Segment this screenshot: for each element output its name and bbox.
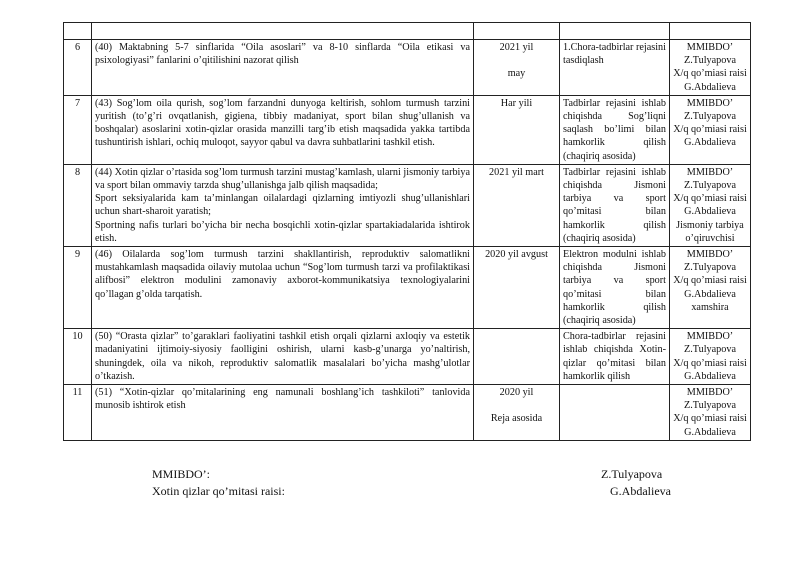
responsible-line: Z.Tulyapova	[684, 262, 736, 274]
responsible-line: MMIBDO’	[686, 97, 734, 109]
responsible-line: G.Abdalieva	[684, 206, 736, 218]
deadline-line: 2021 yil	[499, 42, 534, 53]
deadline	[474, 329, 560, 385]
row-number: 8	[64, 164, 92, 246]
responsible	[670, 40, 751, 96]
responsible-line: X/q qo’miasi raisi	[673, 275, 747, 287]
row-number: 6	[64, 40, 92, 96]
execution-form: Elektron modulni ishlab chiqishda Jismoni tarbiya va sport qo’mitasi bilan hamkorlik qilish (chaqiriq asosida)	[560, 247, 670, 329]
responsible	[670, 164, 751, 246]
table-row	[64, 164, 751, 246]
signature-name-director: Z.Tulyapova	[601, 467, 663, 481]
task-paragraph: Sport seksiyalarida kam ta’minlangan oilalardagi qizlarning imtiyozli shug’ullanishlari uchun shart-sharoit yaratish;	[95, 193, 470, 218]
execution-form: 1.Chora-tadbirlar rejasini tasdiqlash	[560, 40, 670, 96]
responsible-line: Z.Tulyapova	[684, 400, 736, 412]
deadline	[474, 95, 560, 164]
table-row	[64, 329, 751, 385]
responsible-line: Z.Tulyapova	[684, 55, 736, 67]
execution-form: Chora-tadbirlar rejasini ishlab chiqishda Xotin-qizlar qo’mitasi bilan hamkorlik qilish	[560, 329, 670, 385]
task-description	[92, 164, 474, 246]
task-description: (40) Maktabning 5-7 sinflarida “Oila asoslari” va 8-10 sinflarda “Oila etikasi va psixologiyasi” fanlarini o’qitilishini nazorat qilish	[92, 40, 474, 96]
row-number: 9	[64, 247, 92, 329]
deadline-line: may	[507, 68, 526, 80]
task-paragraph: (44) Xotin qizlar o’rtasida sog’lom turmush tarzini mustag’kamlash, ularni jismoniy tarbiya va sport bilan ommaviy tarzda shug’ullanishga jalb qilish maqsadida;	[95, 166, 470, 192]
deadline-line: 2020 yil avgust	[485, 249, 548, 261]
table-cell	[92, 23, 474, 40]
deadline	[474, 247, 560, 329]
row-number: 10	[64, 329, 92, 385]
table-row	[64, 95, 751, 164]
responsible-line: Jismoniy tarbiya	[676, 219, 744, 231]
execution-form: Tadbirlar rejasini ishlab chiqishda Jismoni tarbiya va sport qo’mitasi bilan hamkorlik qilish (chaqiriq asosida)	[560, 164, 670, 246]
responsible-line: o’qiruvchisi	[685, 232, 735, 244]
responsible-line: MMIBDO’	[686, 387, 734, 399]
signature-name-committee-chair: G.Abdalieva	[610, 484, 671, 498]
task-paragraph: Sportning nafis turlari bo’yicha bir necha bosqichli xotin-qizlar spartakiadalarida ishtirok etish.	[95, 219, 470, 244]
table-cell	[64, 23, 92, 40]
deadline	[474, 385, 560, 441]
table-row	[64, 247, 751, 329]
responsible-line: MMIBDO’	[686, 42, 734, 53]
responsible-line: G.Abdalieva	[684, 81, 736, 93]
deadline-line: 2020 yil	[499, 387, 534, 399]
responsible-line: G.Abdalieva	[684, 137, 736, 149]
row-number: 7	[64, 95, 92, 164]
deadline-line: Reja asosida	[490, 413, 543, 425]
responsible-line: X/q qo’miasi raisi	[673, 68, 747, 80]
table-row-top-continuation	[64, 23, 751, 40]
responsible-line: X/q qo’miasi raisi	[673, 193, 747, 205]
row-number: 11	[64, 385, 92, 441]
responsible-line: Z.Tulyapova	[684, 180, 736, 192]
task-description: (43) Sog’lom oila qurish, sog’lom farzandni dunyoga keltirish, sohlom turmush tarzini yuritish (to’g’ri ovqatlanish, gigiena, tibbiy madaniyat, sport bilan shug’ullanish va boshqalar) asoslarini xotin-qizlar orasida manzilli targ’ib etish maqsadida yakka tartibda tushuntirish ishlari, ochiq muloqot, sayyor qabul va davra suhbatlarini tashkil etish.	[92, 95, 474, 164]
signature-title-director: MMIBDO’:	[152, 467, 211, 481]
table-cell	[474, 23, 560, 40]
deadline-line: Har yili	[500, 97, 533, 109]
deadline	[474, 164, 560, 246]
responsible	[670, 329, 751, 385]
responsible-line: MMIBDO’	[686, 166, 734, 178]
responsible-line: MMIBDO’	[686, 249, 734, 261]
responsible-line: G.Abdalieva	[684, 288, 736, 300]
responsible-line: Z.Tulyapova	[684, 111, 736, 123]
execution-form: Tadbirlar rejasini ishlab chiqishda Sog’liqni saqlash bo’limi bilan hamkorlik qilish (chaqiriq asosida)	[560, 95, 670, 164]
deadline-line: 2021 yil mart	[489, 166, 544, 178]
responsible-line: X/q qo’miasi raisi	[673, 357, 747, 369]
signature-title-committee-chair: Xotin qizlar qo’mitasi raisi:	[152, 484, 285, 498]
deadline	[474, 40, 560, 96]
responsible-line: G.Abdalieva	[684, 426, 736, 438]
responsible-line: X/q qo’miasi raisi	[673, 124, 747, 136]
execution-form	[560, 385, 670, 441]
table-row	[64, 40, 751, 96]
responsible	[670, 95, 751, 164]
table-cell	[670, 23, 751, 40]
responsible-line: MMIBDO’	[686, 331, 734, 343]
task-description: (50) “Orasta qizlar” to’garaklari faoliyatini tashkil etish orqali qizlarni axloqiy va estetik madaniyatini ijtimoiy-siyosiy faolligini oshirish, ularni kasb-g’unarga yo’naltirish, shuningdek, oila va nikoh, reproduktiv salomatlik masalalari bo’yicha mashg’ulotlar o’tkazish.	[92, 329, 474, 385]
responsible-line: X/q qo’miasi raisi	[673, 413, 747, 425]
responsible-line: G.Abdalieva	[684, 370, 736, 382]
table-cell	[560, 23, 670, 40]
table-row	[64, 385, 751, 441]
responsible-line: Z.Tulyapova	[684, 344, 736, 356]
responsible	[670, 385, 751, 441]
responsible	[670, 247, 751, 329]
task-description: (51) “Xotin-qizlar qo’mitalarining eng namunali boshlang’ich tashkiloti” tanlovida munosib ishtirok etish	[92, 385, 474, 441]
action-plan-table	[63, 22, 751, 441]
responsible-line: xamshira	[691, 301, 729, 313]
task-description: (46) Oilalarda sog’lom turmush tarzini shakllantirish, reproduktiv salomatlikni mustahkamlash maqsadida oilaviy mutolaa uchun “Sog’lom turmush tarzi va profilaktikasi alifbosi” elektron modulini zamonaviy axborot-kommunikatsiya texnologiyalarini qo’llagan g’olda tarqatish.	[92, 247, 474, 329]
